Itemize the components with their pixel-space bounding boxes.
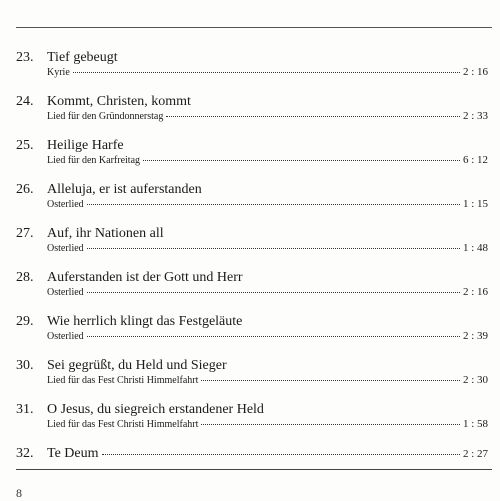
track-title: Kommt, Christen, kommt bbox=[47, 94, 191, 109]
track-subtitle-row bbox=[47, 242, 488, 255]
track-title: Auferstanden ist der Gott und Herr bbox=[47, 270, 243, 285]
track-duration: 2 : 33 bbox=[462, 110, 488, 122]
track-number: 26. bbox=[16, 182, 34, 197]
track-number: 24. bbox=[16, 94, 34, 109]
track-number: 27. bbox=[16, 226, 34, 241]
track-number: 28. bbox=[16, 270, 34, 285]
track-subtitle: Kyrie bbox=[47, 67, 70, 78]
track-title: Sei gegrüßt, du Held und Sieger bbox=[47, 358, 227, 373]
dot-leader bbox=[73, 72, 460, 73]
track-item bbox=[0, 50, 500, 94]
track-duration: 2 : 39 bbox=[462, 330, 488, 342]
track-list bbox=[0, 50, 500, 490]
track-subtitle: Osterlied bbox=[47, 243, 84, 254]
track-title: Alleluja, er ist auferstanden bbox=[47, 182, 202, 197]
track-item bbox=[0, 226, 500, 270]
track-duration: 6 : 12 bbox=[462, 154, 488, 166]
dot-leader bbox=[102, 454, 460, 455]
track-subtitle-row bbox=[47, 66, 488, 79]
track-subtitle-row bbox=[47, 286, 488, 299]
track-duration: 2 : 27 bbox=[462, 448, 488, 460]
track-subtitle: Osterlied bbox=[47, 199, 84, 210]
track-item bbox=[0, 446, 500, 490]
dot-leader bbox=[87, 204, 460, 205]
track-subtitle-row bbox=[47, 154, 488, 167]
track-item bbox=[0, 182, 500, 226]
dot-leader bbox=[166, 116, 460, 117]
dot-leader bbox=[87, 248, 460, 249]
track-item bbox=[0, 402, 500, 446]
track-subtitle: Lied für das Fest Christi Himmelfahrt bbox=[47, 419, 199, 430]
track-duration: 2 : 30 bbox=[462, 374, 488, 386]
track-item bbox=[0, 138, 500, 182]
track-title: O Jesus, du siegreich erstandener Held bbox=[47, 402, 264, 417]
track-title-row bbox=[47, 446, 488, 462]
track-title: Heilige Harfe bbox=[47, 138, 124, 153]
track-item bbox=[0, 314, 500, 358]
track-subtitle-row bbox=[47, 198, 488, 211]
track-subtitle: Lied für den Gründonnerstag bbox=[47, 111, 164, 122]
track-duration: 2 : 16 bbox=[462, 66, 488, 78]
dot-leader bbox=[87, 292, 460, 293]
top-divider bbox=[16, 27, 492, 28]
track-number: 23. bbox=[16, 50, 34, 65]
track-number: 25. bbox=[16, 138, 34, 153]
track-subtitle-row bbox=[47, 374, 488, 387]
track-subtitle: Lied für das Fest Christi Himmelfahrt bbox=[47, 375, 199, 386]
dot-leader bbox=[87, 336, 460, 337]
track-title: Tief gebeugt bbox=[47, 50, 118, 65]
dot-leader bbox=[143, 160, 460, 161]
track-number: 31. bbox=[16, 402, 34, 417]
track-item bbox=[0, 270, 500, 314]
track-duration: 1 : 48 bbox=[462, 242, 488, 254]
track-number: 30. bbox=[16, 358, 34, 373]
track-subtitle: Lied für den Karfreitag bbox=[47, 155, 141, 166]
track-number: 32. bbox=[16, 446, 34, 461]
page-number: 8 bbox=[16, 486, 22, 500]
dot-leader bbox=[201, 380, 460, 381]
track-number: 29. bbox=[16, 314, 34, 329]
track-subtitle-row bbox=[47, 418, 488, 431]
track-duration: 2 : 16 bbox=[462, 286, 488, 298]
track-item bbox=[0, 94, 500, 138]
track-title: Te Deum bbox=[47, 446, 99, 461]
track-subtitle-row bbox=[47, 330, 488, 343]
track-subtitle: Osterlied bbox=[47, 287, 84, 298]
dot-leader bbox=[201, 424, 460, 425]
track-duration: 1 : 58 bbox=[462, 418, 488, 430]
track-subtitle-row bbox=[47, 110, 488, 123]
track-title: Wie herrlich klingt das Festgeläute bbox=[47, 314, 243, 329]
track-item bbox=[0, 358, 500, 402]
track-title: Auf, ihr Nationen all bbox=[47, 226, 164, 241]
bottom-divider bbox=[16, 469, 492, 470]
track-duration: 1 : 15 bbox=[462, 198, 488, 210]
track-subtitle: Osterlied bbox=[47, 331, 84, 342]
